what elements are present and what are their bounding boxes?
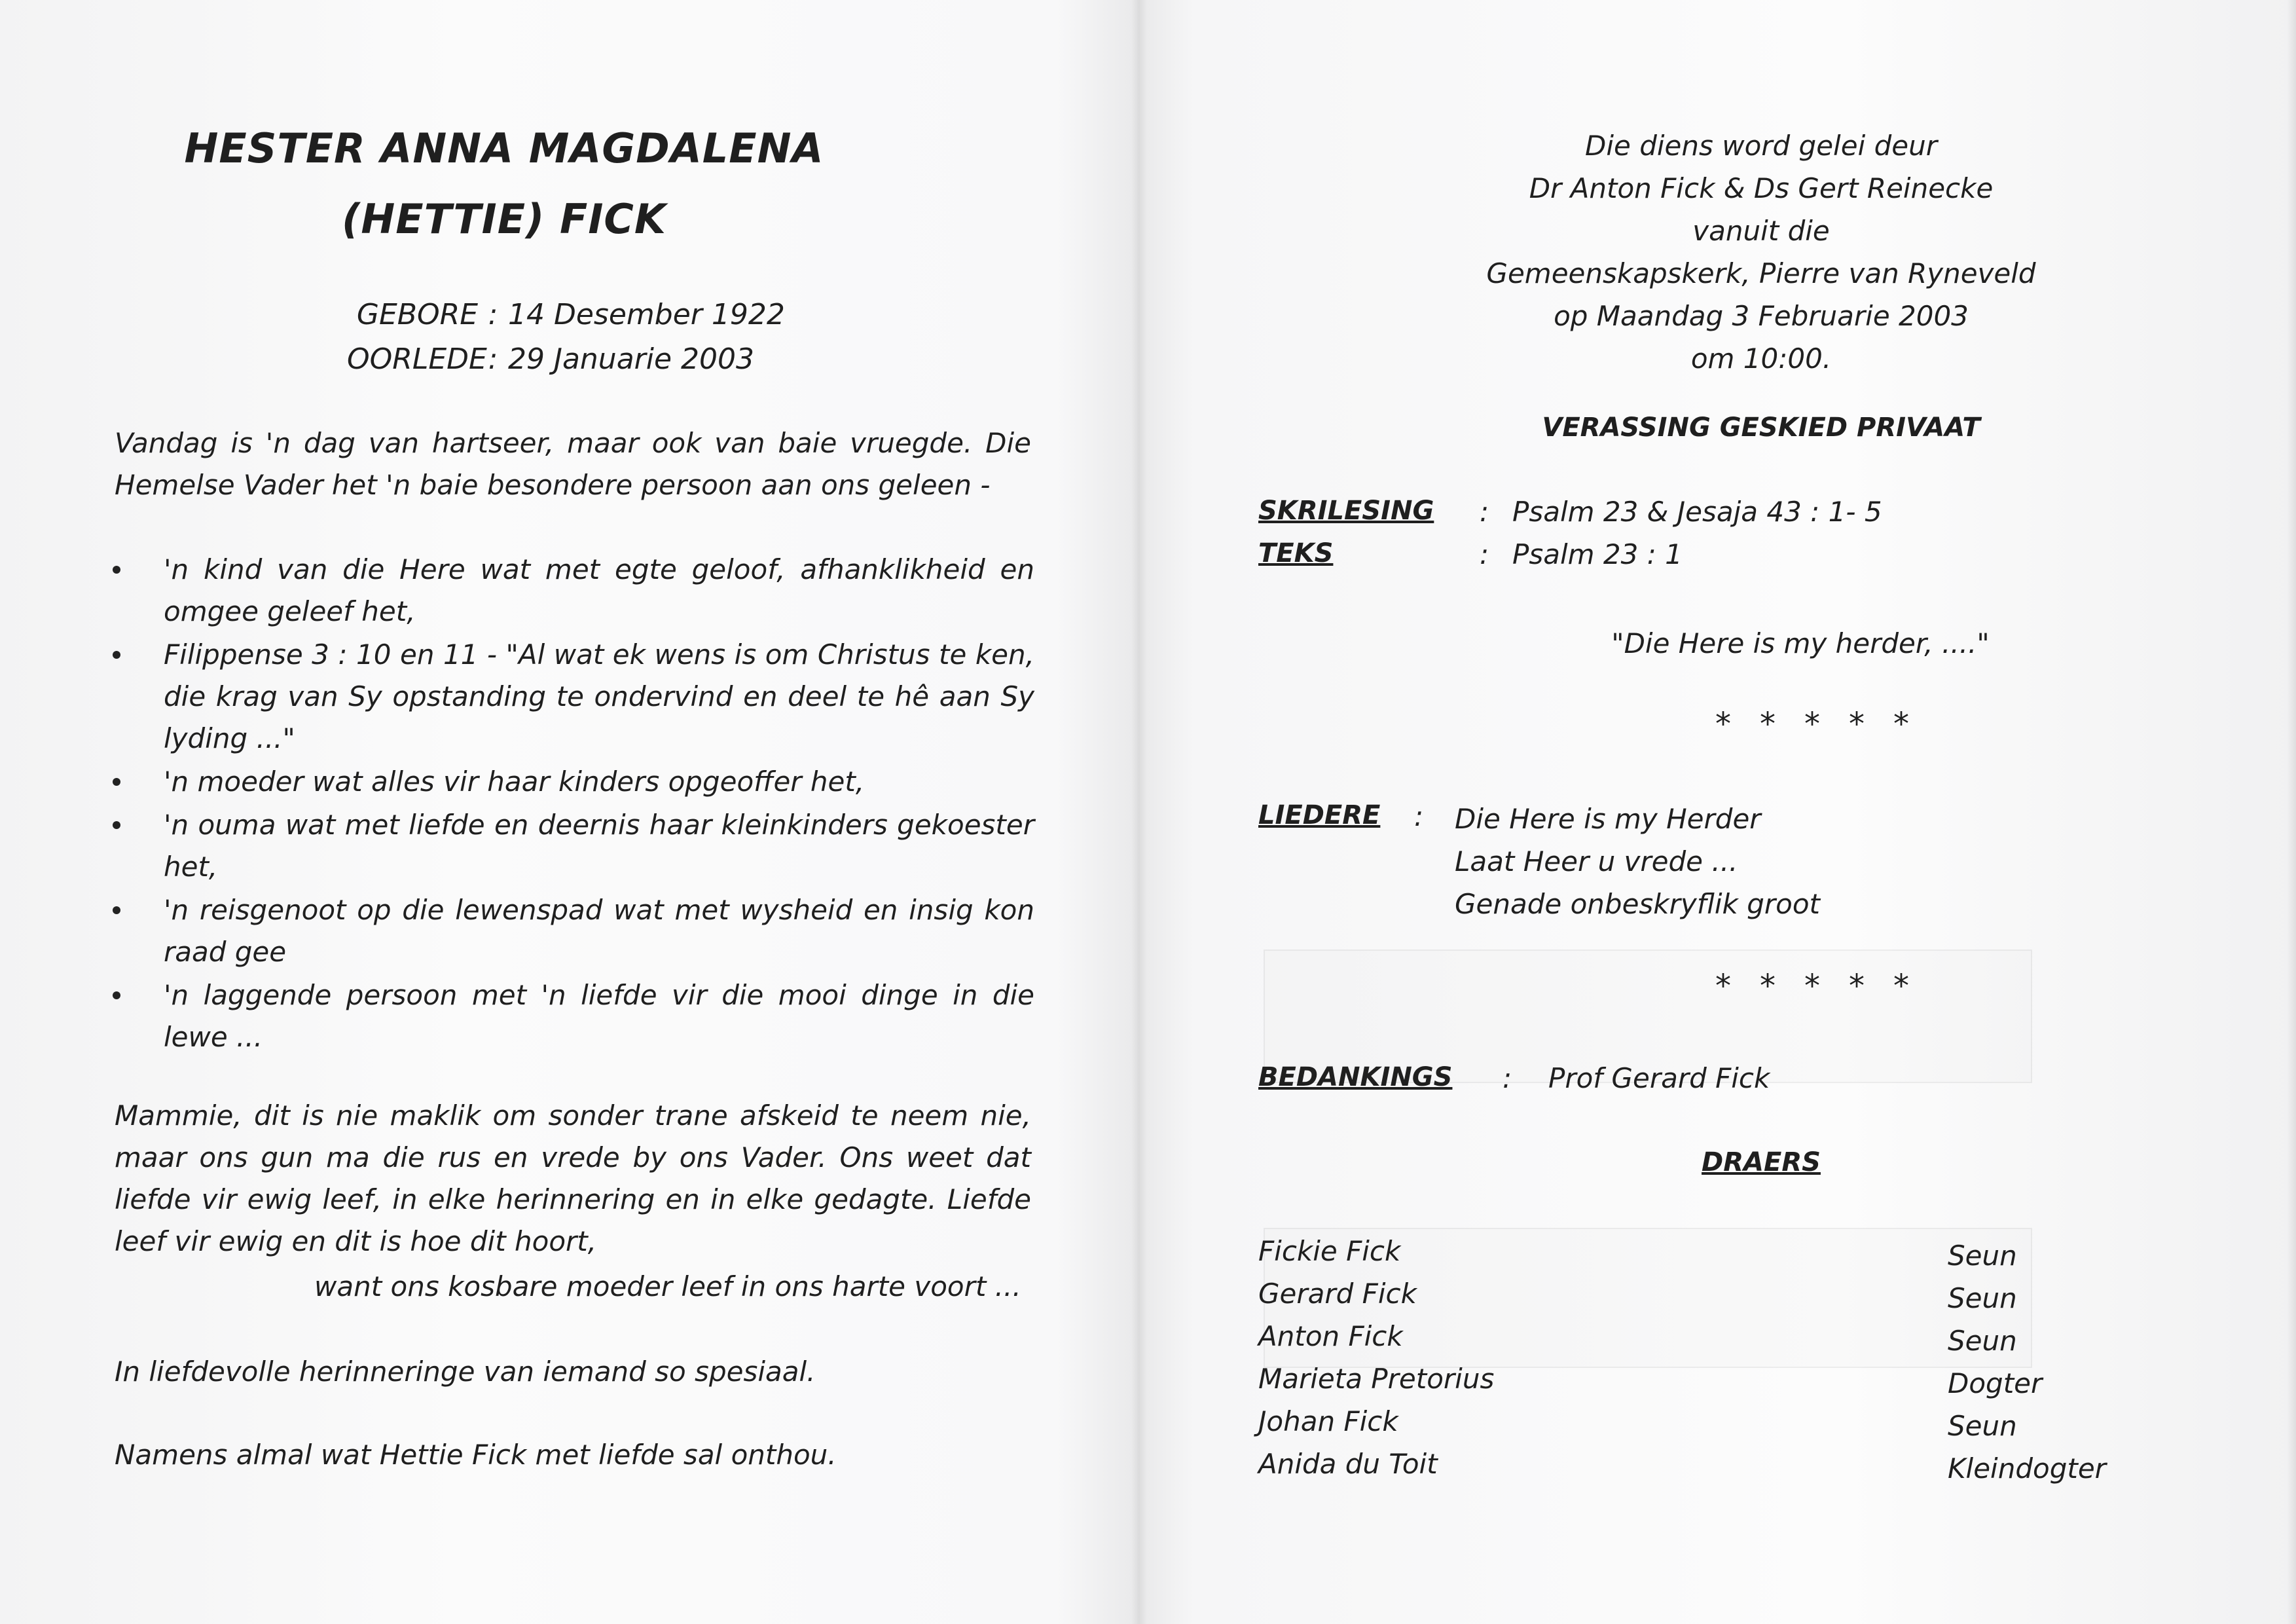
- colon: :: [1480, 496, 1489, 528]
- song-item: Genade onbeskryflik groot: [1455, 888, 1820, 920]
- farewell-poem: Mammie, dit is nie maklik om sonder trane afskeid te neem nie, maar ons gun ma die rus en vrede by ons Vader. Ons weet dat liefde vir ewig leef, in elke herinnering en in elke gedagte. Liefde leef vir ewig en dit is hoe dit hoort,: [115, 1099, 1031, 1257]
- deceased-name-line2: (HETTIE) FICK: [342, 195, 666, 243]
- bearer-name: Johan Fick: [1258, 1405, 1398, 1437]
- bearer-name: Marieta Pretorius: [1258, 1363, 1495, 1395]
- star-divider: *****: [1715, 706, 1938, 743]
- bearer-name: Anida du Toit: [1258, 1448, 1438, 1480]
- bearers-heading-wrap: [1434, 1147, 2088, 1177]
- service-line: om 10:00.: [1690, 342, 1832, 375]
- list-item-text: 'n kind van die Here wat met egte geloof, afhanklikheid en omgee geleef het,: [164, 553, 1034, 627]
- list-item-text: 'n reisgenoot op die lewenspad wat met wysheid en insig kon raad gee: [164, 894, 1034, 968]
- reading-label: SKRILESING: [1258, 496, 1434, 526]
- bullet-icon: [113, 651, 120, 659]
- private-cremation-note: VERASSING GESKIED PRIVAAT: [1542, 413, 1980, 443]
- star-divider: *****: [1715, 968, 1938, 1005]
- bearer-relation: Dogter: [1948, 1367, 2043, 1399]
- bearer-name: Fickie Fick: [1258, 1235, 1401, 1267]
- colon: :: [1480, 538, 1489, 570]
- bearer-relation: Seun: [1948, 1325, 2017, 1357]
- colon: :: [1503, 1062, 1512, 1094]
- deceased-name-line1: HESTER ANNA MAGDALENA: [184, 124, 824, 172]
- songs-label: LIEDERE: [1258, 800, 1381, 830]
- list-item: [105, 549, 1034, 633]
- text-value: Psalm 23 : 1: [1512, 538, 1683, 570]
- bullet-icon: [113, 821, 120, 829]
- song-item: Laat Heer u vrede ...: [1455, 845, 1738, 877]
- born-date: 14 Desember 1922: [508, 298, 785, 331]
- closing-line-1: In liefdevolle herinneringe van iemand so spesiaal.: [115, 1356, 816, 1388]
- service-line: Dr Anton Fick & Ds Gert Reinecke: [1529, 172, 1994, 204]
- list-item: [105, 804, 1034, 888]
- bullet-icon: [113, 566, 120, 574]
- thanks-value: Prof Gerard Fick: [1548, 1062, 1770, 1094]
- bearer-name: Gerard Fick: [1258, 1278, 1417, 1310]
- colon: :: [1414, 800, 1424, 832]
- reading-value: Psalm 23 & Jesaja 43 : 1- 5: [1512, 496, 1882, 528]
- list-item: [105, 761, 1034, 803]
- service-line: vanuit die: [1692, 215, 1830, 247]
- list-item-text: 'n laggende persoon met 'n liefde vir die mooi dinge in die lewe ...: [164, 979, 1034, 1053]
- list-item: [105, 634, 1034, 760]
- closing-line-2: Namens almal wat Hettie Fick met liefde sal onthou.: [115, 1439, 837, 1471]
- colon: :: [488, 342, 498, 376]
- died-date: 29 Januarie 2003: [508, 342, 754, 376]
- right-page: [1139, 0, 2296, 1624]
- list-item-text: 'n moeder wat alles vir haar kinders opgeoffer het,: [164, 766, 865, 798]
- bullet-icon: [113, 778, 120, 786]
- bearer-relations: [1948, 1234, 2106, 1490]
- songs-list: [1455, 798, 1820, 925]
- thanks-label: BEDANKINGS: [1258, 1062, 1453, 1092]
- list-item: [105, 974, 1034, 1058]
- service-line: op Maandag 3 Februarie 2003: [1554, 300, 1969, 332]
- bearers-heading: DRAERS: [1702, 1147, 1821, 1177]
- bearer-relation: Seun: [1948, 1240, 2017, 1272]
- bearer-names: [1258, 1230, 1494, 1485]
- left-page: [0, 0, 1139, 1624]
- bullet-icon: [113, 906, 120, 914]
- service-line: Gemeenskapskerk, Pierre van Ryneveld: [1486, 257, 2036, 289]
- bearer-relation: Seun: [1948, 1282, 2017, 1314]
- text-label: TEKS: [1258, 538, 1334, 568]
- colon: :: [488, 298, 498, 331]
- born-label: GEBORE: [356, 298, 478, 331]
- service-details: [1434, 124, 2088, 380]
- song-item: Die Here is my Herder: [1455, 803, 1761, 835]
- list-item-text: Filippense 3 : 10 en 11 - "Al wat ek wens is om Christus te ken, die krag van Sy opstanding te ondervind en deel te hê aan Sy lyding ...": [164, 638, 1034, 754]
- life-dates: [347, 298, 785, 387]
- intro-paragraph: Vandag is 'n dag van hartseer, maar ook van baie vruegde. Die Hemelse Vader het 'n baie besondere persoon aan ons geleen -: [115, 427, 1031, 501]
- died-row: [347, 342, 785, 387]
- bullet-icon: [113, 991, 120, 999]
- list-item-text: 'n ouma wat met liefde en deernis haar kleinkinders gekoester het,: [164, 809, 1034, 883]
- born-row: [347, 298, 785, 342]
- bearer-relation: Kleindogter: [1948, 1452, 2106, 1485]
- tribute-list: [105, 549, 1034, 1060]
- service-line: Die diens word gelei deur: [1585, 130, 1937, 162]
- scripture-quote: "Die Here is my herder, ....": [1611, 627, 1990, 659]
- bearer-relation: Seun: [1948, 1410, 2017, 1442]
- list-item: [105, 889, 1034, 973]
- died-label: OORLEDE: [347, 342, 487, 376]
- bearer-name: Anton Fick: [1258, 1320, 1403, 1352]
- farewell-poem-last-line: want ons kosbare moeder leef in ons harte voort ...: [314, 1270, 1021, 1302]
